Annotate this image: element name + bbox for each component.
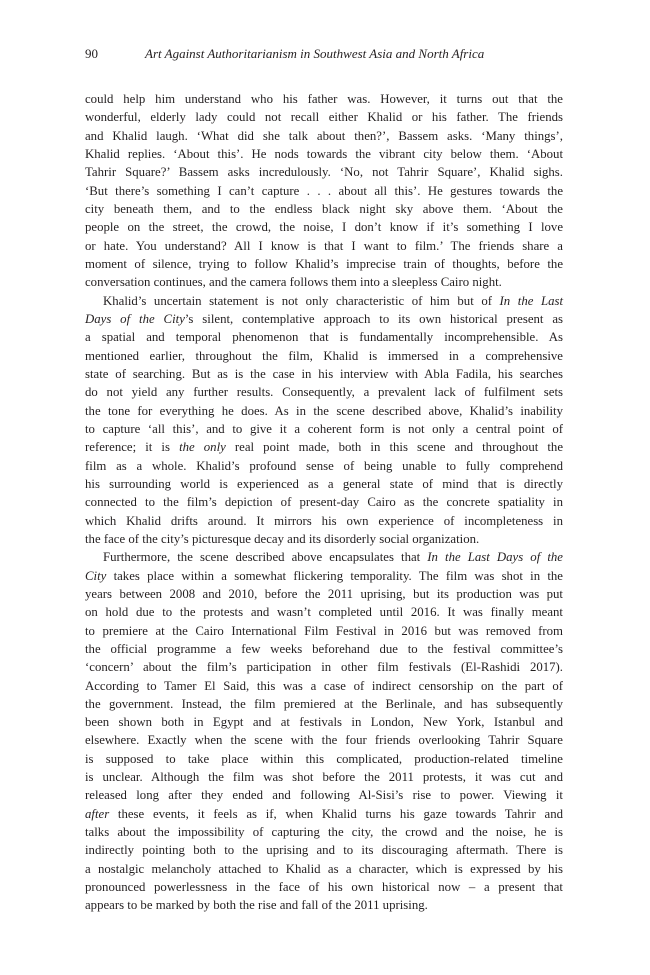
- film-title-italic: City: [85, 568, 107, 583]
- text-line: [85, 292, 563, 310]
- text-run: these events, it feels as if, when Khalid turns his gaze towards Tahrir and: [109, 806, 563, 821]
- text-line: state of searching. But as is the case in his interview with Abla Fadila, his searches: [85, 366, 563, 381]
- paragraph-3: [85, 548, 563, 915]
- text-line: or hate. You understand? All I know is that I want to film.’ The friends share a: [85, 238, 563, 253]
- text-line: the tone for everything he does. As in the scene described above, Khalid’s inability: [85, 403, 563, 418]
- running-header: [85, 44, 563, 64]
- text-line: to premiere at the Cairo International Film Festival in 2016 but was removed from: [85, 623, 563, 638]
- emphasis-italic: the only: [179, 440, 226, 455]
- text-run: Khalid’s uncertain statement is not only characteristic of him but of: [103, 293, 500, 308]
- text-line: moment of silence, trying to follow Khalid’s imprecise train of thoughts, before the: [85, 256, 563, 271]
- text-line: to capture ‘all this’, and to give it a coherent form is not only a central point of: [85, 421, 563, 436]
- text-line: [85, 548, 563, 566]
- text-line: wonderful, elderly lady could not recall either Khalid or his father. The friends: [85, 110, 563, 125]
- text-line: Tahrir Square?’ Bassem asks incredulously. ‘No, not Tahrir Square’, Khalid sighs.: [85, 165, 563, 180]
- text-line: [85, 567, 563, 585]
- film-title-italic: In the Last: [499, 293, 564, 308]
- text-line: ‘concern’ about the film’s participation in other film festivals (El-Rashidi 2017).: [85, 660, 563, 675]
- text-line: conversation continues, and the camera follows them into a sleepless Cairo night.: [85, 275, 502, 290]
- film-title-italic: In the Last Days of the: [427, 550, 563, 565]
- emphasis-italic: after: [85, 806, 110, 821]
- text-line: elsewhere. Exactly when the scene with the four friends overlooking Tahrir Square: [85, 733, 563, 748]
- film-title-italic: Days of the City: [85, 311, 185, 326]
- text-line: his surrounding world is experienced as a general state of mind that is directly: [85, 476, 563, 491]
- text-line: which Khalid drifts around. It mirrors his own experience of incompleteness in: [85, 513, 563, 528]
- text-run: ’s silent, contemplative approach to its own historical present as: [184, 311, 564, 326]
- text-line: appears to be marked by both the rise and fall of the 2011 uprising.: [85, 898, 428, 913]
- text-line: mentioned earlier, throughout the film, Khalid is immersed in a comprehensive: [85, 348, 563, 363]
- text-line: and Khalid laugh. ‘What did she talk about then?’, Bassem asks. ‘Many things’,: [85, 128, 563, 143]
- text-run: reference; it is: [85, 440, 180, 455]
- text-line: years between 2008 and 2010, before the 2011 uprising, but its production was put: [85, 586, 563, 601]
- text-line: Khalid replies. ‘About this’. He nods towards the vibrant city below them. ‘About: [85, 146, 563, 161]
- text-line: released long after they ended and following Al-Sisi’s rise to power. Viewing it: [85, 788, 563, 803]
- body-text: [85, 90, 563, 915]
- text-line: a nostalgic melancholy attached to Khalid as a character, which is expressed by his: [85, 861, 563, 876]
- text-line: the government. Instead, the film premiered at the Berlinale, and has subsequently: [85, 696, 563, 711]
- paragraph-1: [85, 90, 563, 292]
- text-line: could help him understand who his father was. However, it turns out that the: [85, 92, 563, 106]
- running-title: Art Against Authoritarianism in Southwest Asia and North Africa: [145, 46, 485, 61]
- text-line: the face of the city’s picturesque decay and its disorderly social organization.: [85, 531, 480, 546]
- text-line: is unclear. Although the film was shot before the 2011 protests, it was cut and: [85, 770, 563, 785]
- text-line: a spatial and temporal phenomenon that is fundamentally incomprehensible. As: [85, 330, 563, 345]
- text-line: [85, 438, 563, 456]
- text-line: do not yield any further results. Consequently, a prevalent lack of fulfilment sets: [85, 385, 563, 400]
- text-line: been shown both in Egypt and at festivals in London, New York, Istanbul and: [85, 715, 563, 730]
- text-run: takes place within a somewhat flickering temporality. The film was shot in the: [106, 568, 563, 583]
- text-line: indirectly pointing both to the uprising and to its discouraging aftermath. There is: [85, 843, 563, 858]
- text-line: talks about the impossibility of capturing the city, the crowd and the noise, he is: [85, 825, 563, 840]
- text-line: people on the street, the crowd, the noise, I don’t know if it’s something I love: [85, 220, 563, 235]
- text-line: connected to the film’s depiction of present-day Cairo as the concrete spatiality in: [85, 495, 563, 510]
- text-line: pronounced powerlessness in the face of his own historical now – a present that: [85, 880, 563, 895]
- text-line: [85, 310, 563, 328]
- text-run: Furthermore, the scene described above encapsulates that: [103, 550, 428, 565]
- page-number: 90: [85, 46, 98, 61]
- text-line: on hold due to the protests and wasn’t completed until 2016. It was finally meant: [85, 605, 563, 620]
- text-line: [85, 805, 563, 823]
- text-line: is supposed to take place within this complicated, production-related timeline: [85, 751, 563, 766]
- text-line: ‘But there’s something I can’t capture . . . about all this’. He gestures towards the: [85, 183, 563, 198]
- text-line: film as a whole. Khalid’s profound sense of being unable to fully comprehend: [85, 458, 563, 473]
- text-run: real point made, both in this scene and throughout the: [225, 440, 563, 455]
- paragraph-2: [85, 292, 563, 549]
- text-line: the official programme a few weeks beforehand due to the festival committee’s: [85, 641, 563, 656]
- text-line: city beneath them, and to the endless black night sky above them. ‘About the: [85, 201, 563, 216]
- text-line: According to Tamer El Said, this was a case of indirect censorship on the part of: [85, 678, 563, 693]
